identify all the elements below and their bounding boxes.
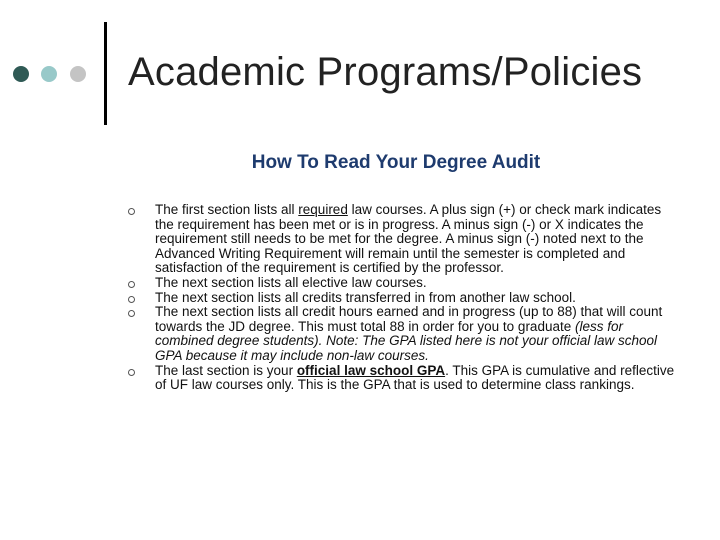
bullet-text: The next section lists all elective law courses. xyxy=(155,274,427,290)
bullet-text: The last section is your official law school GPA. This GPA is cumulative and reflective of UF law courses only. This is the GPA that is used to determine class rankings. xyxy=(155,362,675,393)
circle-bullet-icon xyxy=(128,208,135,215)
bullet-item xyxy=(128,305,676,363)
decorative-dot-gray xyxy=(70,66,86,82)
decorative-dot-teal xyxy=(41,66,57,82)
bullet-item xyxy=(128,276,676,291)
bullet-text: The next section lists all credits transferred in from another law school. xyxy=(155,289,576,305)
bullet-text: The first section lists all required law courses. A plus sign (+) or check mark indicates the requirement has been met or is in progress. A minus sign (-) or X indicates the requirement still needs to be met for the degree. A minus sign (-) noted next to the Advanced Writing Requirement will remain until the semester is completed and satisfaction of the requirement is certified by the professor. xyxy=(155,202,662,276)
circle-bullet-icon xyxy=(128,281,135,288)
slide-subtitle: How To Read Your Degree Audit xyxy=(251,152,541,173)
bullet-item xyxy=(128,364,676,393)
circle-bullet-icon xyxy=(128,296,135,303)
title-divider xyxy=(104,22,107,125)
circle-bullet-icon xyxy=(128,310,135,317)
circle-bullet-icon xyxy=(128,369,135,376)
bullet-item xyxy=(128,291,676,306)
decorative-dot-dark xyxy=(13,66,29,82)
bullet-text: The next section lists all credit hours earned and in progress (up to 88) that will count towards the JD degree. This must total 88 in order for you to graduate (less for combined degree students). Note: The GPA listed here is not your official law school GPA because it may include non-law courses. xyxy=(155,304,663,363)
slide-title: Academic Programs/Policies xyxy=(128,50,643,94)
bullet-item xyxy=(128,203,676,276)
bullet-list xyxy=(128,203,676,393)
